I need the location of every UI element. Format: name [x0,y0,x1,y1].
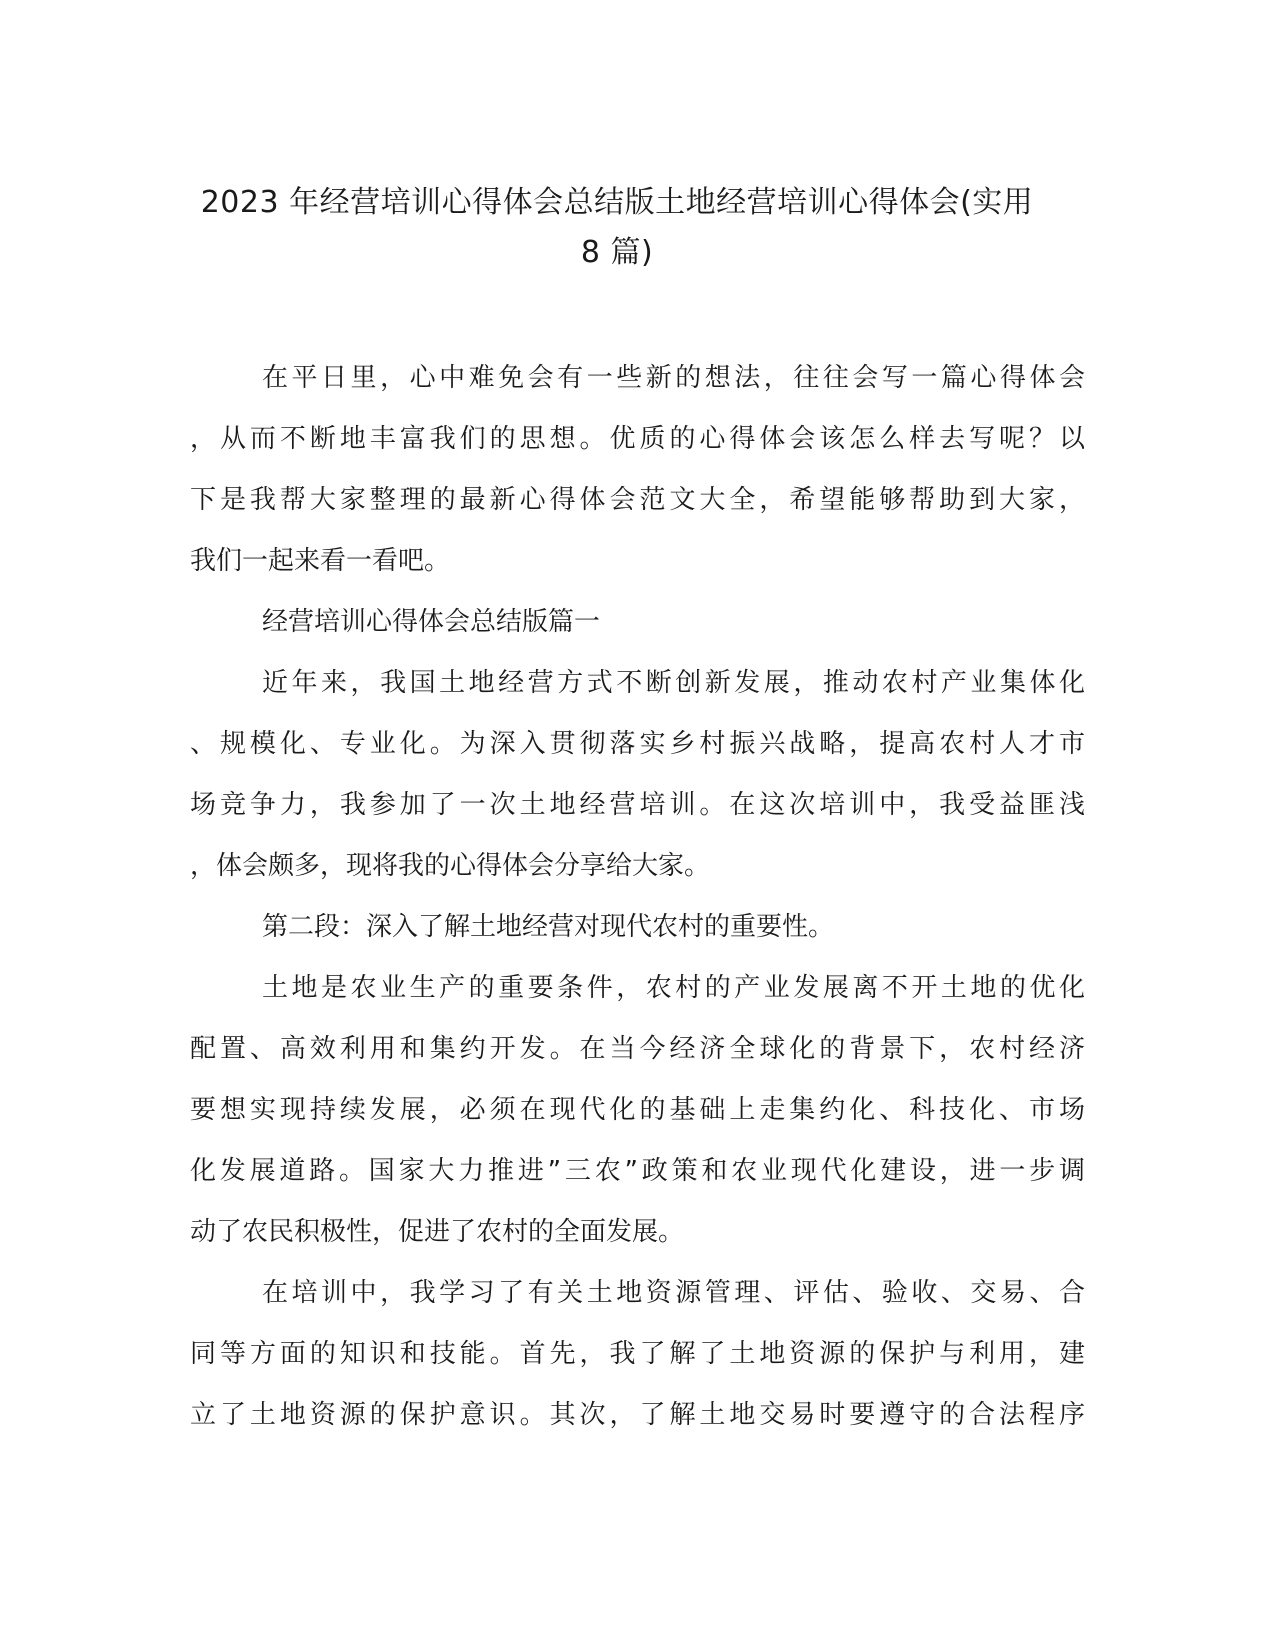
paragraph-line: 下是我帮大家整理的最新心得体会范文大全，希望能够帮助到大家， [190,485,1085,515]
section-heading: 第二段：深入了解土地经营对现代农村的重要性。 [262,912,835,942]
paragraph-line: 土地是农业生产的重要条件，农村的产业发展离不开土地的优化 [262,973,1085,1003]
paragraph-line: 要想实现持续发展，必须在现代化的基础上走集约化、科技化、市场 [190,1095,1085,1125]
paragraph-line: 我们一起来看一看吧。 [190,546,451,576]
title-line-2: 8 篇) [580,235,654,270]
title-line-1: 2023 年经营培训心得体会总结版土地经营培训心得体会(实用 [200,185,1034,220]
paragraph-line: 、规模化、专业化。为深入贯彻落实乡村振兴战略，提高农村人才市 [190,729,1085,759]
paragraph-line: 在平日里，心中难免会有一些新的想法，往往会写一篇心得体会 [262,363,1085,393]
paragraph-line: 配置、高效利用和集约开发。在当今经济全球化的背景下，农村经济 [190,1034,1085,1064]
paragraph-line: 场竞争力，我参加了一次土地经营培训。在这次培训中，我受益匪浅 [190,790,1085,820]
paragraph-line: 化发展道路。国家大力推进”三农”政策和农业现代化建设，进一步调 [190,1156,1085,1186]
paragraph-line: ，体会颇多，现将我的心得体会分享给大家。 [190,851,711,881]
document-title [150,178,1084,278]
section-heading: 经营培训心得体会总结版篇一 [262,607,601,637]
paragraph-line: ，从而不断地丰富我们的思想。优质的心得体会该怎么样去写呢？以 [190,424,1085,454]
paragraph-line: 动了农民积极性，促进了农村的全面发展。 [190,1217,685,1247]
paragraph-line: 同等方面的知识和技能。首先，我了解了土地资源的保护与利用，建 [190,1339,1085,1369]
paragraph-line: 近年来，我国土地经营方式不断创新发展，推动农村产业集体化 [262,668,1085,698]
paragraph-line: 在培训中，我学习了有关土地资源管理、评估、验收、交易、合 [262,1278,1085,1308]
paragraph-line: 立了土地资源的保护意识。其次，了解土地交易时要遵守的合法程序 [190,1400,1085,1430]
